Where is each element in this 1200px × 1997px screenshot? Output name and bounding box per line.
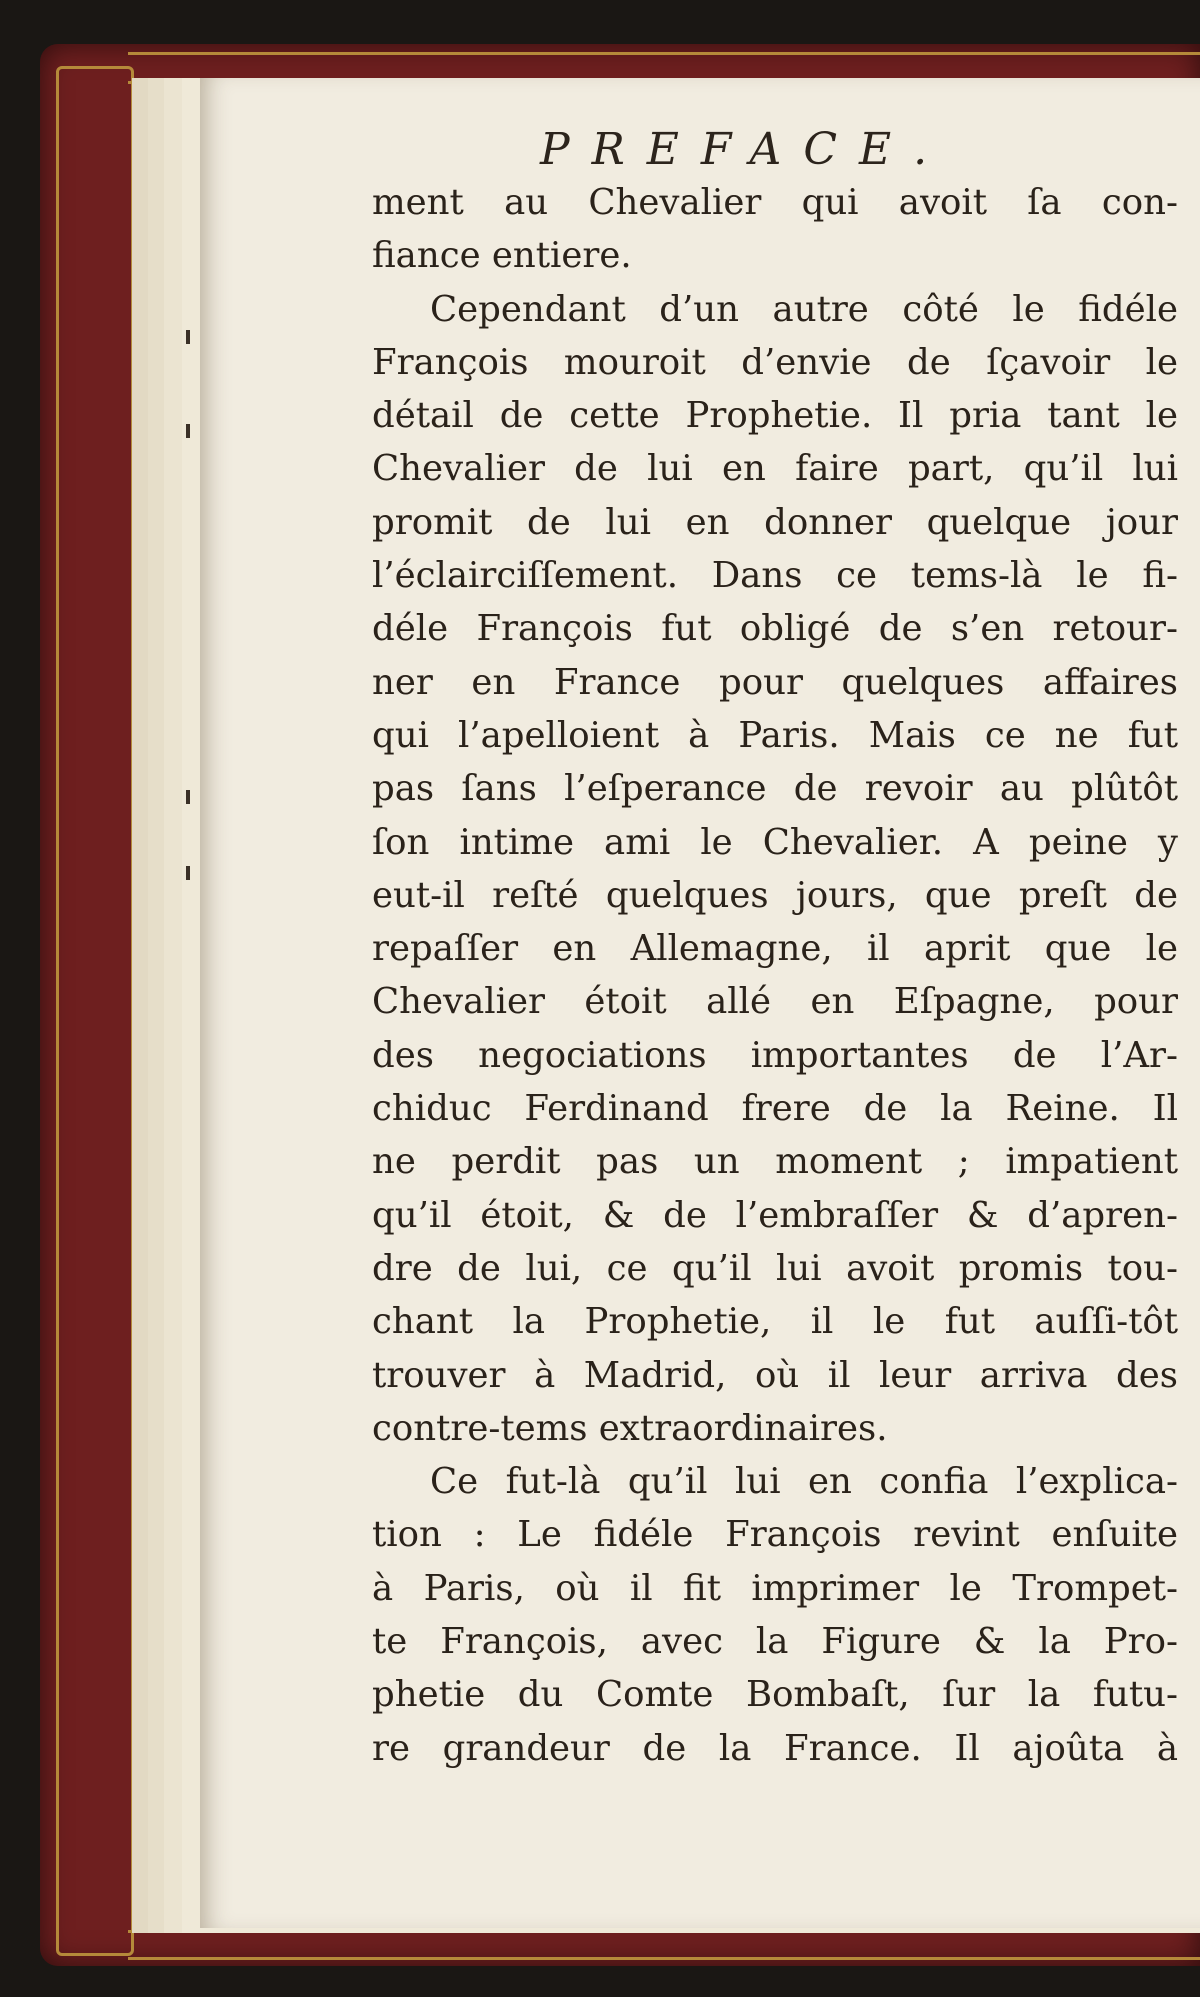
gilt-border-left	[56, 66, 134, 1956]
text-line: contre-tems extraordinaires.	[372, 1407, 888, 1449]
text-line: Cependant d’un autre côté le fidéle	[430, 288, 1178, 330]
text-line: re grandeur de la France. Il ajoûta à	[372, 1727, 1178, 1769]
text-line: promit de lui en donner quelque jour	[372, 501, 1178, 543]
text-line: ne perdit pas un moment ; impatient	[372, 1141, 1178, 1183]
text-line: dre de lui, ce qu’il lui avoit promis tou-	[372, 1247, 1178, 1289]
text-line: François mouroit d’envie de ſçavoir le	[372, 341, 1178, 383]
text-line: Chevalier de lui en faire part, qu’il lui	[372, 448, 1178, 490]
text-line: ſon intime ami le Chevalier. A peine y	[372, 821, 1178, 863]
text-line: pas ſans l’eſperance de revoir au plûtôt	[372, 768, 1178, 810]
text-line: l’éclairciſſement. Dans ce tems-là le fi-	[372, 555, 1178, 597]
running-head: PREFACE.	[540, 124, 950, 175]
text-line: des negociations importantes de l’Ar-	[372, 1034, 1178, 1076]
text-line: Chevalier étoit allé en Eſpagne, pour	[372, 981, 1178, 1023]
margin-mark	[186, 424, 190, 438]
gilt-border-bottom	[128, 1930, 1200, 1960]
text-line: te François, avec la Figure & la Pro-	[372, 1621, 1178, 1663]
margin-mark	[186, 866, 190, 880]
margin-mark	[186, 790, 190, 804]
text-line: chant la Prophetie, il le fut auſſi-tôt	[372, 1301, 1178, 1343]
margin-mark	[186, 330, 190, 344]
text-line: qu’il étoit, & de l’embraſſer & d’apren-	[372, 1194, 1178, 1236]
text-line: détail de cette Prophetie. Il pria tant le	[372, 395, 1178, 437]
text-line: à Paris, où il fit imprimer le Trompet-	[372, 1567, 1178, 1609]
text-line: repaſſer en Allemagne, il aprit que le	[372, 928, 1178, 970]
text-line: trouver à Madrid, où il leur arriva des	[372, 1354, 1178, 1396]
text-line: déle François fut obligé de s’en retour-	[372, 608, 1178, 650]
text-line: ner en France pour quelques affaires	[372, 661, 1178, 703]
text-line: tion : Le fidéle François revint enſuite	[372, 1514, 1178, 1556]
text-line: fiance entiere.	[372, 235, 632, 277]
text-line: Ce fut-là qu’il lui en confia l’explica-	[430, 1461, 1178, 1503]
text-line: ment au Chevalier qui avoit ſa con-	[372, 182, 1178, 223]
page-text	[372, 176, 1178, 1775]
text-line: chiduc Ferdinand frere de la Reine. Il	[372, 1088, 1178, 1130]
text-line: eut-il reſté quelques jours, que preſt de	[372, 874, 1178, 916]
text-line: phetie du Comte Bombaſt, ſur la futu-	[372, 1674, 1178, 1716]
text-line: qui l’apelloient à Paris. Mais ce ne fut	[372, 714, 1178, 756]
